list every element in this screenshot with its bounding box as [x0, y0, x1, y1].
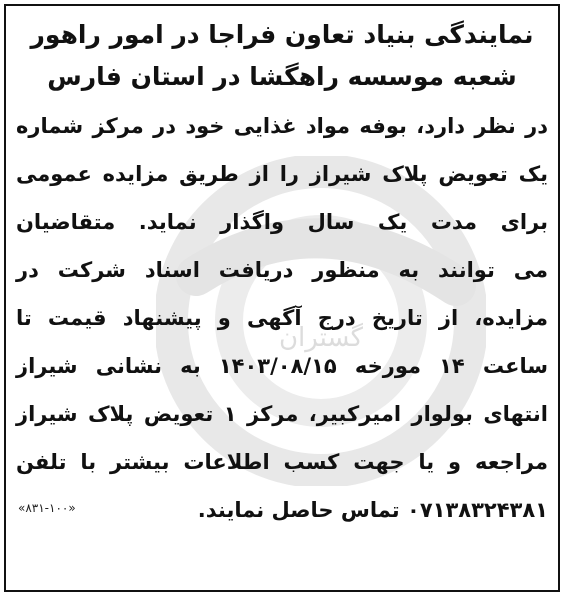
notice-title-line-2: شعبه موسسه راهگشا در استان فارس	[47, 62, 517, 91]
reference-code: «۸۳۱-۱۰۰»	[18, 501, 76, 515]
watermark-brand-text: گستران	[278, 323, 364, 353]
notice-body-line: مراجعه و یا جهت کسب اطلاعات بیشتر با تلفن	[16, 450, 548, 474]
notice-body	[16, 102, 548, 534]
notice-body-line: ساعت ۱۴ مورخه ۱۴۰۳/۰۸/۱۵ به نشانی شیراز	[16, 354, 548, 378]
notice-header	[6, 6, 558, 98]
notice-body-line: در نظر دارد، بوفه مواد غذایی خود در مرکز شماره	[16, 114, 548, 138]
notice-body-line: برای مدت یک سال واگذار نماید. متقاضیان	[16, 210, 548, 234]
notice-body-line: می توانند به منظور دریافت اسناد شرکت در	[16, 258, 548, 282]
notice-body-line: یک تعویض پلاک شیراز را از طریق مزایده عمومی	[16, 162, 548, 186]
notice-title-line-1: نمایندگی بنیاد تعاون فراجا در امور راهور	[30, 20, 534, 49]
notice-body-line: مزایده، از تاریخ درج آگهی و پیشنهاد قیمت تا	[16, 306, 548, 330]
notice-frame	[4, 4, 560, 592]
notice-last-line: ۰۷۱۳۸۳۲۴۳۸۱ تماس حاصل نمایند.	[197, 498, 548, 522]
notice-last-row	[16, 486, 548, 534]
notice-body-line: انتهای بولوار امیرکبیر، مرکز ۱ تعویض پلاک شیراز	[16, 402, 548, 426]
